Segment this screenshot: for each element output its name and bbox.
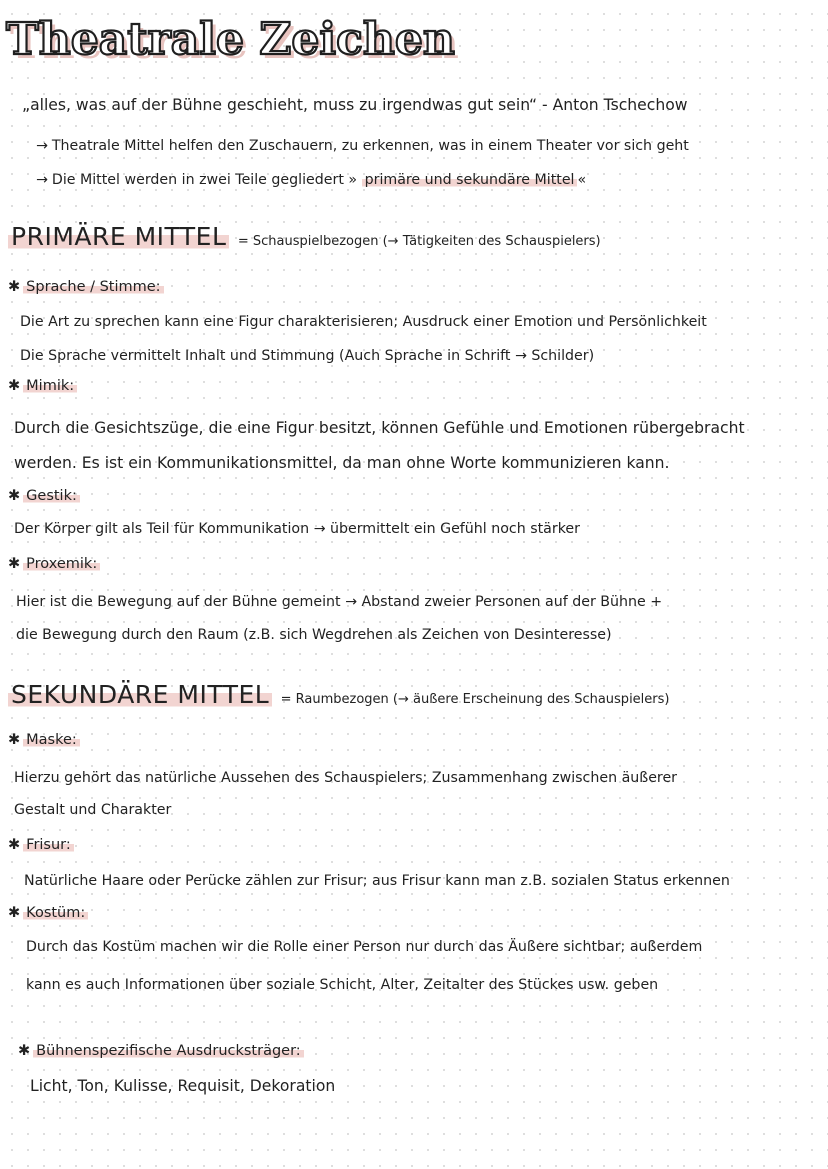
item-label-buehne-text: Bühnenspezifische Ausdrucksträger: — [33, 1043, 304, 1059]
item-label-gestik — [8, 488, 80, 504]
item-label-kostuem — [8, 905, 88, 921]
primary-heading-desc: = Schauspielbezogen (→ Tätigkeiten des Schauspielers) — [237, 234, 601, 249]
sprache-line-2: Die Sprache vermittelt Inhalt und Stimmung (Auch Sprache in Schrift → Schilder) — [20, 348, 595, 364]
buehne-line-1: Licht, Ton, Kulisse, Requisit, Dekoration — [30, 1077, 336, 1095]
proxemik-line-2: die Bewegung durch den Raum (z.B. sich Wegdrehen als Zeichen von Desinteresse) — [16, 627, 612, 643]
item-label-sprache — [8, 279, 164, 295]
item-label-kostuem-text: Kostüm: — [23, 905, 88, 921]
asterisk-icon: ✱ — [18, 1043, 31, 1059]
intro-bullet-2 — [36, 172, 586, 188]
frisur-line-1: Natürliche Haare oder Perücke zählen zur Frisur; aus Frisur kann man z.B. sozialen Status erkennen — [24, 873, 730, 889]
proxemik-line-1: Hier ist die Bewegung auf der Bühne gemeint → Abstand zweier Personen auf der Bühne + — [16, 594, 663, 610]
asterisk-icon: ✱ — [8, 378, 21, 394]
primary-heading-text: PRIMÄRE MITTEL — [8, 222, 229, 251]
intro-quote: „alles, was auf der Bühne geschieht, muss zu irgendwas gut sein“ - Anton Tschechow — [22, 96, 688, 114]
maske-line-2: Gestalt und Charakter — [14, 802, 172, 818]
secondary-heading-text: SEKUNDÄRE MITTEL — [8, 680, 272, 709]
intro-highlight: primäre und sekundäre Mittel — [362, 172, 578, 188]
gestik-line-1: Der Körper gilt als Teil für Kommunikation → übermittelt ein Gefühl noch stärker — [14, 521, 580, 537]
item-label-sprache-text: Sprache / Stimme: — [23, 279, 163, 295]
item-label-mimik-text: Mimik: — [23, 378, 77, 394]
kostuem-line-1: Durch das Kostüm machen wir die Rolle einer Person nur durch das Äußere sichtbar; außerdem — [26, 939, 703, 955]
item-label-gestik-text: Gestik: — [23, 488, 80, 504]
intro-bullet-1-text: Theatrale Mittel helfen den Zuschauern, zu erkennen, was in einem Theater vor sich geht — [51, 138, 689, 154]
arrow-icon: → — [36, 138, 48, 154]
item-label-frisur — [8, 837, 74, 853]
item-label-proxemik-text: Proxemik: — [23, 556, 100, 572]
intro-bullet-2-end: « — [577, 172, 587, 188]
intro-bullet-2-text: Die Mittel werden in zwei Teile gegliedert » — [51, 172, 358, 188]
item-label-buehne — [18, 1043, 304, 1059]
asterisk-icon: ✱ — [8, 556, 21, 572]
section-secondary-heading — [8, 680, 669, 709]
asterisk-icon: ✱ — [8, 837, 21, 853]
arrow-icon: → — [36, 172, 48, 188]
kostuem-line-2: kann es auch Informationen über soziale Schicht, Alter, Zeitalter des Stückes usw. geben — [26, 977, 659, 993]
mimik-line-1: Durch die Gesichtszüge, die eine Figur besitzt, können Gefühle und Emotionen rübergebracht — [14, 419, 745, 437]
secondary-heading-desc: = Raumbezogen (→ äußere Erscheinung des Schauspielers) — [280, 692, 670, 707]
mimik-line-2: werden. Es ist ein Kommunikationsmittel, da man ohne Worte kommunizieren kann. — [14, 454, 670, 472]
intro-bullet-1 — [36, 138, 689, 154]
asterisk-icon: ✱ — [8, 732, 21, 748]
asterisk-icon: ✱ — [8, 905, 21, 921]
asterisk-icon: ✱ — [8, 488, 21, 504]
item-label-maske-text: Maske: — [23, 732, 80, 748]
item-label-frisur-text: Frisur: — [23, 837, 74, 853]
maske-line-1: Hierzu gehört das natürliche Aussehen des Schauspielers; Zusammenhang zwischen äußerer — [14, 770, 678, 786]
asterisk-icon: ✱ — [8, 279, 21, 295]
section-primary-heading — [8, 222, 601, 251]
item-label-maske — [8, 732, 80, 748]
item-label-mimik — [8, 378, 77, 394]
sprache-line-1: Die Art zu sprechen kann eine Figur charakterisieren; Ausdruck einer Emotion und Persönlichkeit — [20, 314, 707, 330]
item-label-proxemik — [8, 556, 100, 572]
page-title: Theatrale Zeichen — [6, 14, 455, 65]
